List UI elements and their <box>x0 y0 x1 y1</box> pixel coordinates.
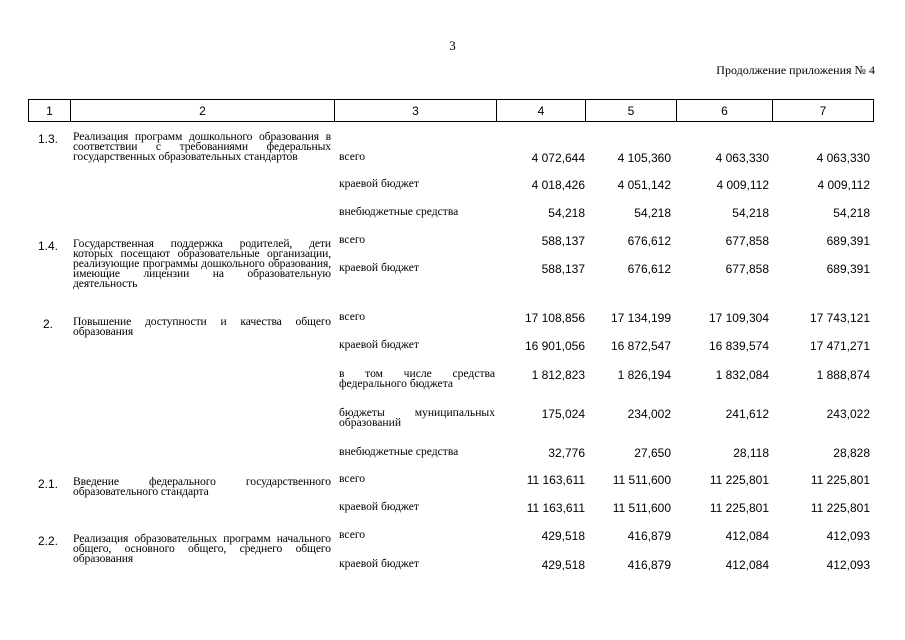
value-cell: 412,093 <box>826 529 870 543</box>
column-header-cell: 7 <box>773 100 874 122</box>
value-cell: 4 063,330 <box>715 151 769 165</box>
value-cell: 16 901,056 <box>524 339 585 353</box>
value-cell: 416,879 <box>627 529 671 543</box>
funding-source: краевой бюджет <box>339 557 419 570</box>
value-cell: 11 511,600 <box>612 473 671 487</box>
value-cell: 412,084 <box>725 529 769 543</box>
value-cell: 677,858 <box>725 262 769 276</box>
funding-source: всего <box>339 472 366 485</box>
value-cell: 54,218 <box>833 206 870 220</box>
value-cell: 32,776 <box>548 446 585 460</box>
value-cell: 4 105,360 <box>617 151 671 165</box>
funding-source: внебюджетные средства <box>339 205 459 218</box>
value-cell: 28,828 <box>833 446 870 460</box>
funding-source: краевой бюджет <box>339 261 419 274</box>
value-cell: 11 225,801 <box>810 501 870 515</box>
value-cell: 54,218 <box>732 206 769 220</box>
table-section <box>28 229 873 307</box>
value-cell: 17 743,121 <box>809 311 870 325</box>
value-cell: 429,518 <box>541 529 585 543</box>
value-cell: 4 009,112 <box>716 178 769 192</box>
value-cell: 17 109,304 <box>708 311 769 325</box>
section-code: 2.1. <box>37 477 58 491</box>
funding-source: краевой бюджет <box>339 338 419 351</box>
value-cell: 11 163,611 <box>526 501 585 515</box>
value-cell: 4 063,330 <box>816 151 870 165</box>
value-cell: 11 225,801 <box>810 473 870 487</box>
funding-source: краевой бюджет <box>339 177 419 190</box>
value-cell: 17 108,856 <box>524 311 585 325</box>
value-cell: 689,391 <box>826 262 870 276</box>
value-cell: 243,022 <box>826 407 870 421</box>
section-code: 1.3. <box>37 132 58 146</box>
value-cell: 11 225,801 <box>709 473 769 487</box>
value-cell: 27,650 <box>634 446 671 460</box>
value-cell: 17 134,199 <box>610 311 671 325</box>
table-section <box>28 122 873 229</box>
funding-source: всего <box>339 310 366 323</box>
funding-source: в том числе средства федерального бюджета <box>339 367 495 390</box>
value-cell: 4 051,142 <box>617 178 671 192</box>
value-cell: 412,093 <box>826 558 870 572</box>
value-cell: 1 826,194 <box>617 368 671 382</box>
value-cell: 4 072,644 <box>531 151 585 165</box>
value-cell: 588,137 <box>541 234 585 248</box>
funding-source: всего <box>339 150 366 163</box>
value-cell: 588,137 <box>541 262 585 276</box>
value-cell: 1 888,874 <box>816 368 870 382</box>
section-name: Введение федерального государственного образовательного стандарта <box>73 475 331 498</box>
value-cell: 1 832,084 <box>715 368 769 382</box>
value-cell: 1 812,823 <box>531 368 585 382</box>
value-cell: 175,024 <box>541 407 585 421</box>
section-code: 2.2. <box>37 534 58 548</box>
value-cell: 234,002 <box>627 407 671 421</box>
section-code: 2. <box>42 317 53 331</box>
funding-source: всего <box>339 233 366 246</box>
value-cell: 412,084 <box>725 558 769 572</box>
column-header-cell: 2 <box>71 100 335 122</box>
funding-source: бюджеты муниципальных образований <box>339 406 495 429</box>
value-cell: 416,879 <box>627 558 671 572</box>
value-cell: 54,218 <box>634 206 671 220</box>
column-header-cell: 5 <box>586 100 677 122</box>
funding-source: всего <box>339 528 366 541</box>
value-cell: 11 163,611 <box>526 473 585 487</box>
value-cell: 11 511,600 <box>612 501 671 515</box>
section-code: 1.4. <box>37 239 58 253</box>
table-section <box>28 524 873 584</box>
column-header-row <box>29 100 874 122</box>
value-cell: 241,612 <box>725 407 769 421</box>
column-header-cell: 3 <box>335 100 497 122</box>
value-cell: 28,118 <box>733 446 769 460</box>
table-section <box>28 307 873 467</box>
value-cell: 11 225,801 <box>709 501 769 515</box>
value-cell: 54,218 <box>548 206 585 220</box>
value-cell: 16 839,574 <box>708 339 769 353</box>
section-name: Реализация образовательных программ начального общего, основного общего, среднего общего образования <box>73 532 331 565</box>
value-cell: 4 009,112 <box>817 178 870 192</box>
value-cell: 676,612 <box>627 234 671 248</box>
appendix-note: Продолжение приложения № 4 <box>716 63 875 77</box>
value-cell: 676,612 <box>627 262 671 276</box>
page-number: 3 <box>449 38 456 53</box>
section-name: Государственная поддержка родителей, дети которых посещают образовательные организации, реализующие программы дошкольного образования, имеющие лицензии на образовательную деятельность <box>73 237 331 290</box>
funding-source: краевой бюджет <box>339 500 419 513</box>
column-header-cell: 1 <box>29 100 71 122</box>
value-cell: 429,518 <box>541 558 585 572</box>
column-header-cell: 6 <box>677 100 773 122</box>
value-cell: 4 018,426 <box>531 178 585 192</box>
column-header-table <box>28 99 874 122</box>
value-cell: 689,391 <box>826 234 870 248</box>
section-name: Реализация программ дошкольного образования в соответствии с требованиями федеральных государственных образовательных стандартов <box>73 130 331 163</box>
table-body <box>28 122 873 584</box>
table-section <box>28 467 873 524</box>
value-cell: 16 872,547 <box>610 339 671 353</box>
column-header-cell: 4 <box>497 100 586 122</box>
value-cell: 677,858 <box>725 234 769 248</box>
funding-source: внебюджетные средства <box>339 445 459 458</box>
section-name: Повышение доступности и качества общего образования <box>73 315 331 338</box>
value-cell: 17 471,271 <box>809 339 870 353</box>
